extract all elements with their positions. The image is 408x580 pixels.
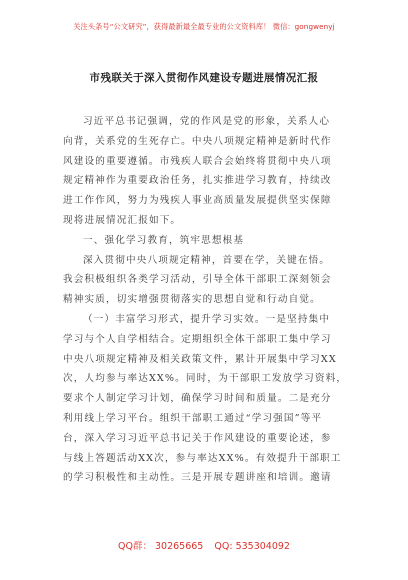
body-line: 深入贯彻中央八项规定精神，首要在学，关键在悟。 (83, 254, 331, 266)
body-line: 现将进展情况汇报如下。 (63, 214, 182, 226)
body-line: 风建设的重要遵循。市残疾人联合会始终将贯彻中央八项 (63, 155, 332, 167)
header-promo-text: 关注头条号“公文研究”，获得最新最全最专业的公文资料库！ 微信：gongwenyj (73, 22, 335, 31)
body-line: 精神实质，切实增强贯彻落实的思想自觉和行动自觉。 (63, 294, 321, 306)
body-line: 利用线上学习平台。组织干部职工通过“学习强国”等平 (63, 412, 323, 424)
body-line: 中央八项规定精神及相关政策文件，累计开展集中学习XX (63, 353, 337, 365)
document-title: 市残联关于深入贯彻作风建设专题进展情况汇报 (89, 72, 319, 84)
subsection-heading-line: （一）丰富学习形式，提升学习实效。一是坚持集中 (83, 313, 331, 325)
body-line: 规定精神作为重要政治任务，扎实推进学习教育，持续改 (63, 175, 332, 187)
footer-qq-group: QQ群： 30265665 (118, 541, 204, 552)
footer-qq-number: QQ: 535304092 (214, 541, 290, 552)
body-line: 习近平总书记强调，党的作风是党的形象，关系人心 (83, 116, 331, 127)
body-line: 学习与个人自学相结合。定期组织全体干部职工集中学习 (63, 333, 332, 345)
body-line: 次，人均参与率达XX%。同时，为干部职工发放学习资料， (63, 373, 348, 385)
body-line: 的学习积极性和主动性。三是开展专题讲座和培训。邀请 (63, 472, 332, 484)
body-line: 我会积极组织各类学习活动，引导全体干部职工深刻领会 (63, 274, 332, 286)
document-body (63, 112, 353, 488)
body-line: 台，深入学习习近平总书记关于作风建设的重要论述，参 (63, 432, 332, 444)
section-heading: 一、强化学习教育，筑牢思想根基 (83, 234, 245, 246)
footer-contact (0, 538, 408, 552)
body-line: 与线上答题活动XX次，参与率达XX%。有效提升干部职工 (63, 452, 342, 464)
body-line: 要求个人制定学习计划，确保学习时间和质量。二是充分 (63, 393, 332, 405)
body-line: 进工作作风，努力为残疾人事业高质量发展提供坚实保障 (63, 195, 332, 207)
body-line: 向背，关系党的生死存亡。中央八项规定精神是新时代作 (63, 135, 332, 147)
